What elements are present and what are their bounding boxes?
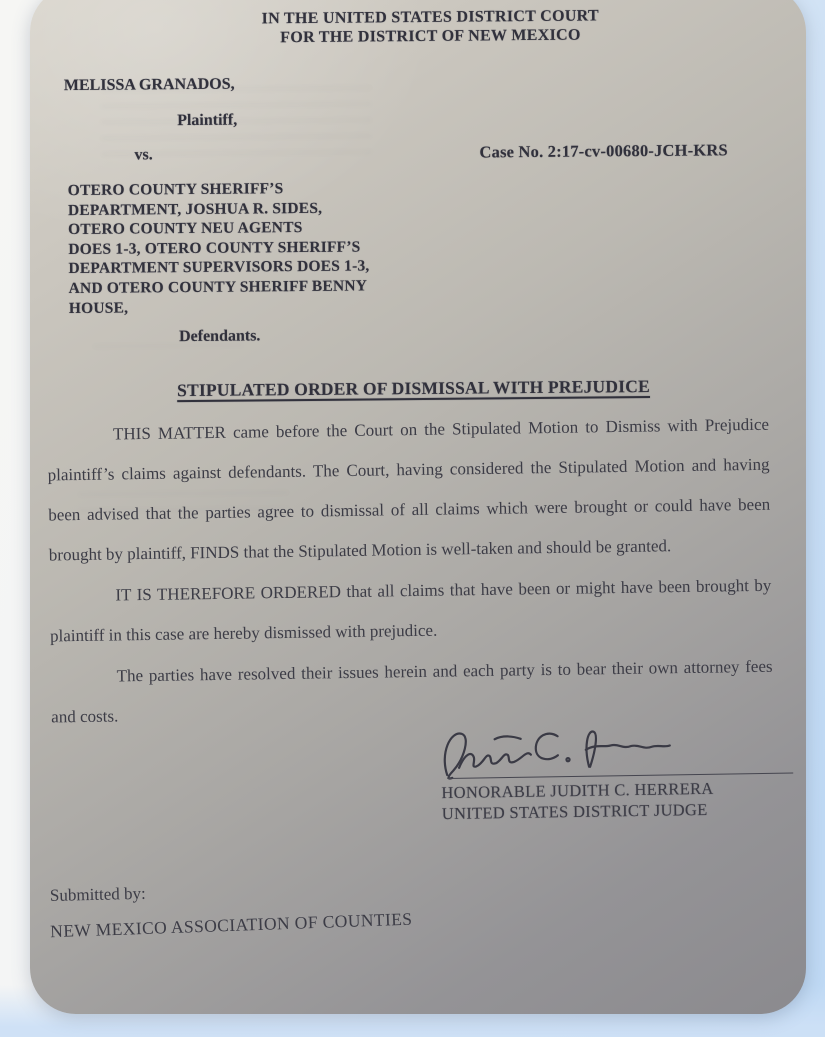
versus-label: vs.: [134, 146, 153, 164]
order-paragraph: THIS MATTER came before the Court on the Stipulated Motion to Dismiss with Prejudice plaintiff’s claims against defendants. The Court, having considered the Stipulated Motion and having been advised that the parties agree to dismissal of all claims which were brought or could have been brought by plaintiff, FINDS that the Stipulated Motion is well-taken and should be granted.: [47, 414, 771, 565]
defendant-line: DOES 1-3, OTERO COUNTY SHERIFF’S: [68, 238, 361, 258]
defendant-line: DEPARTMENT SUPERVISORS DOES 1-3,: [68, 257, 370, 278]
order-body: [47, 405, 774, 738]
court-header-line1: IN THE UNITED STATES DISTRICT COURT: [261, 7, 599, 28]
signatory-name: HONORABLE JUDITH C. HERRERA: [441, 778, 714, 803]
defendant-line: OTERO COUNTY SHERIFF’S: [67, 180, 284, 200]
defendant-line: HOUSE,: [68, 299, 129, 317]
order-title: [33, 375, 793, 403]
submitted-by-label: Submitted by:: [49, 883, 146, 905]
submitted-by-name: NEW MEXICO ASSOCIATION OF COUNTIES: [49, 908, 413, 942]
case-number: Case No. 2:17-cv-00680-JCH-KRS: [479, 140, 728, 162]
defendant-line: DEPARTMENT, JOSHUA R. SIDES,: [67, 199, 323, 219]
court-header: [120, 5, 740, 48]
plaintiff-role: Plaintiff,: [177, 111, 238, 130]
order-paragraph: The parties have resolved their issues herein and each party is to bear their own attorney fees and costs.: [51, 656, 773, 727]
order-paragraph: IT IS THEREFORE ORDERED that all claims that have been or might have been brought by plaintiff in this case are hereby dismissed with prejudice.: [49, 575, 772, 646]
defendants-list: [68, 177, 489, 318]
order-title-text: STIPULATED ORDER OF DISMISSAL WITH PREJUDICE: [177, 375, 650, 401]
document-page: [30, 0, 806, 1014]
defendant-line: AND OTERO COUNTY SHERIFF BENNY: [68, 277, 368, 298]
court-header-line2: FOR THE DISTRICT OF NEW MEXICO: [280, 26, 581, 47]
signatory-title: UNITED STATES DISTRICT JUDGE: [441, 799, 708, 824]
defendant-line: OTERO COUNTY NEU AGENTS: [68, 219, 303, 239]
document-content: [30, 0, 815, 1017]
defendants-role: Defendants.: [178, 327, 261, 346]
plaintiff-name: MELISSA GRANADOS,: [63, 75, 235, 95]
